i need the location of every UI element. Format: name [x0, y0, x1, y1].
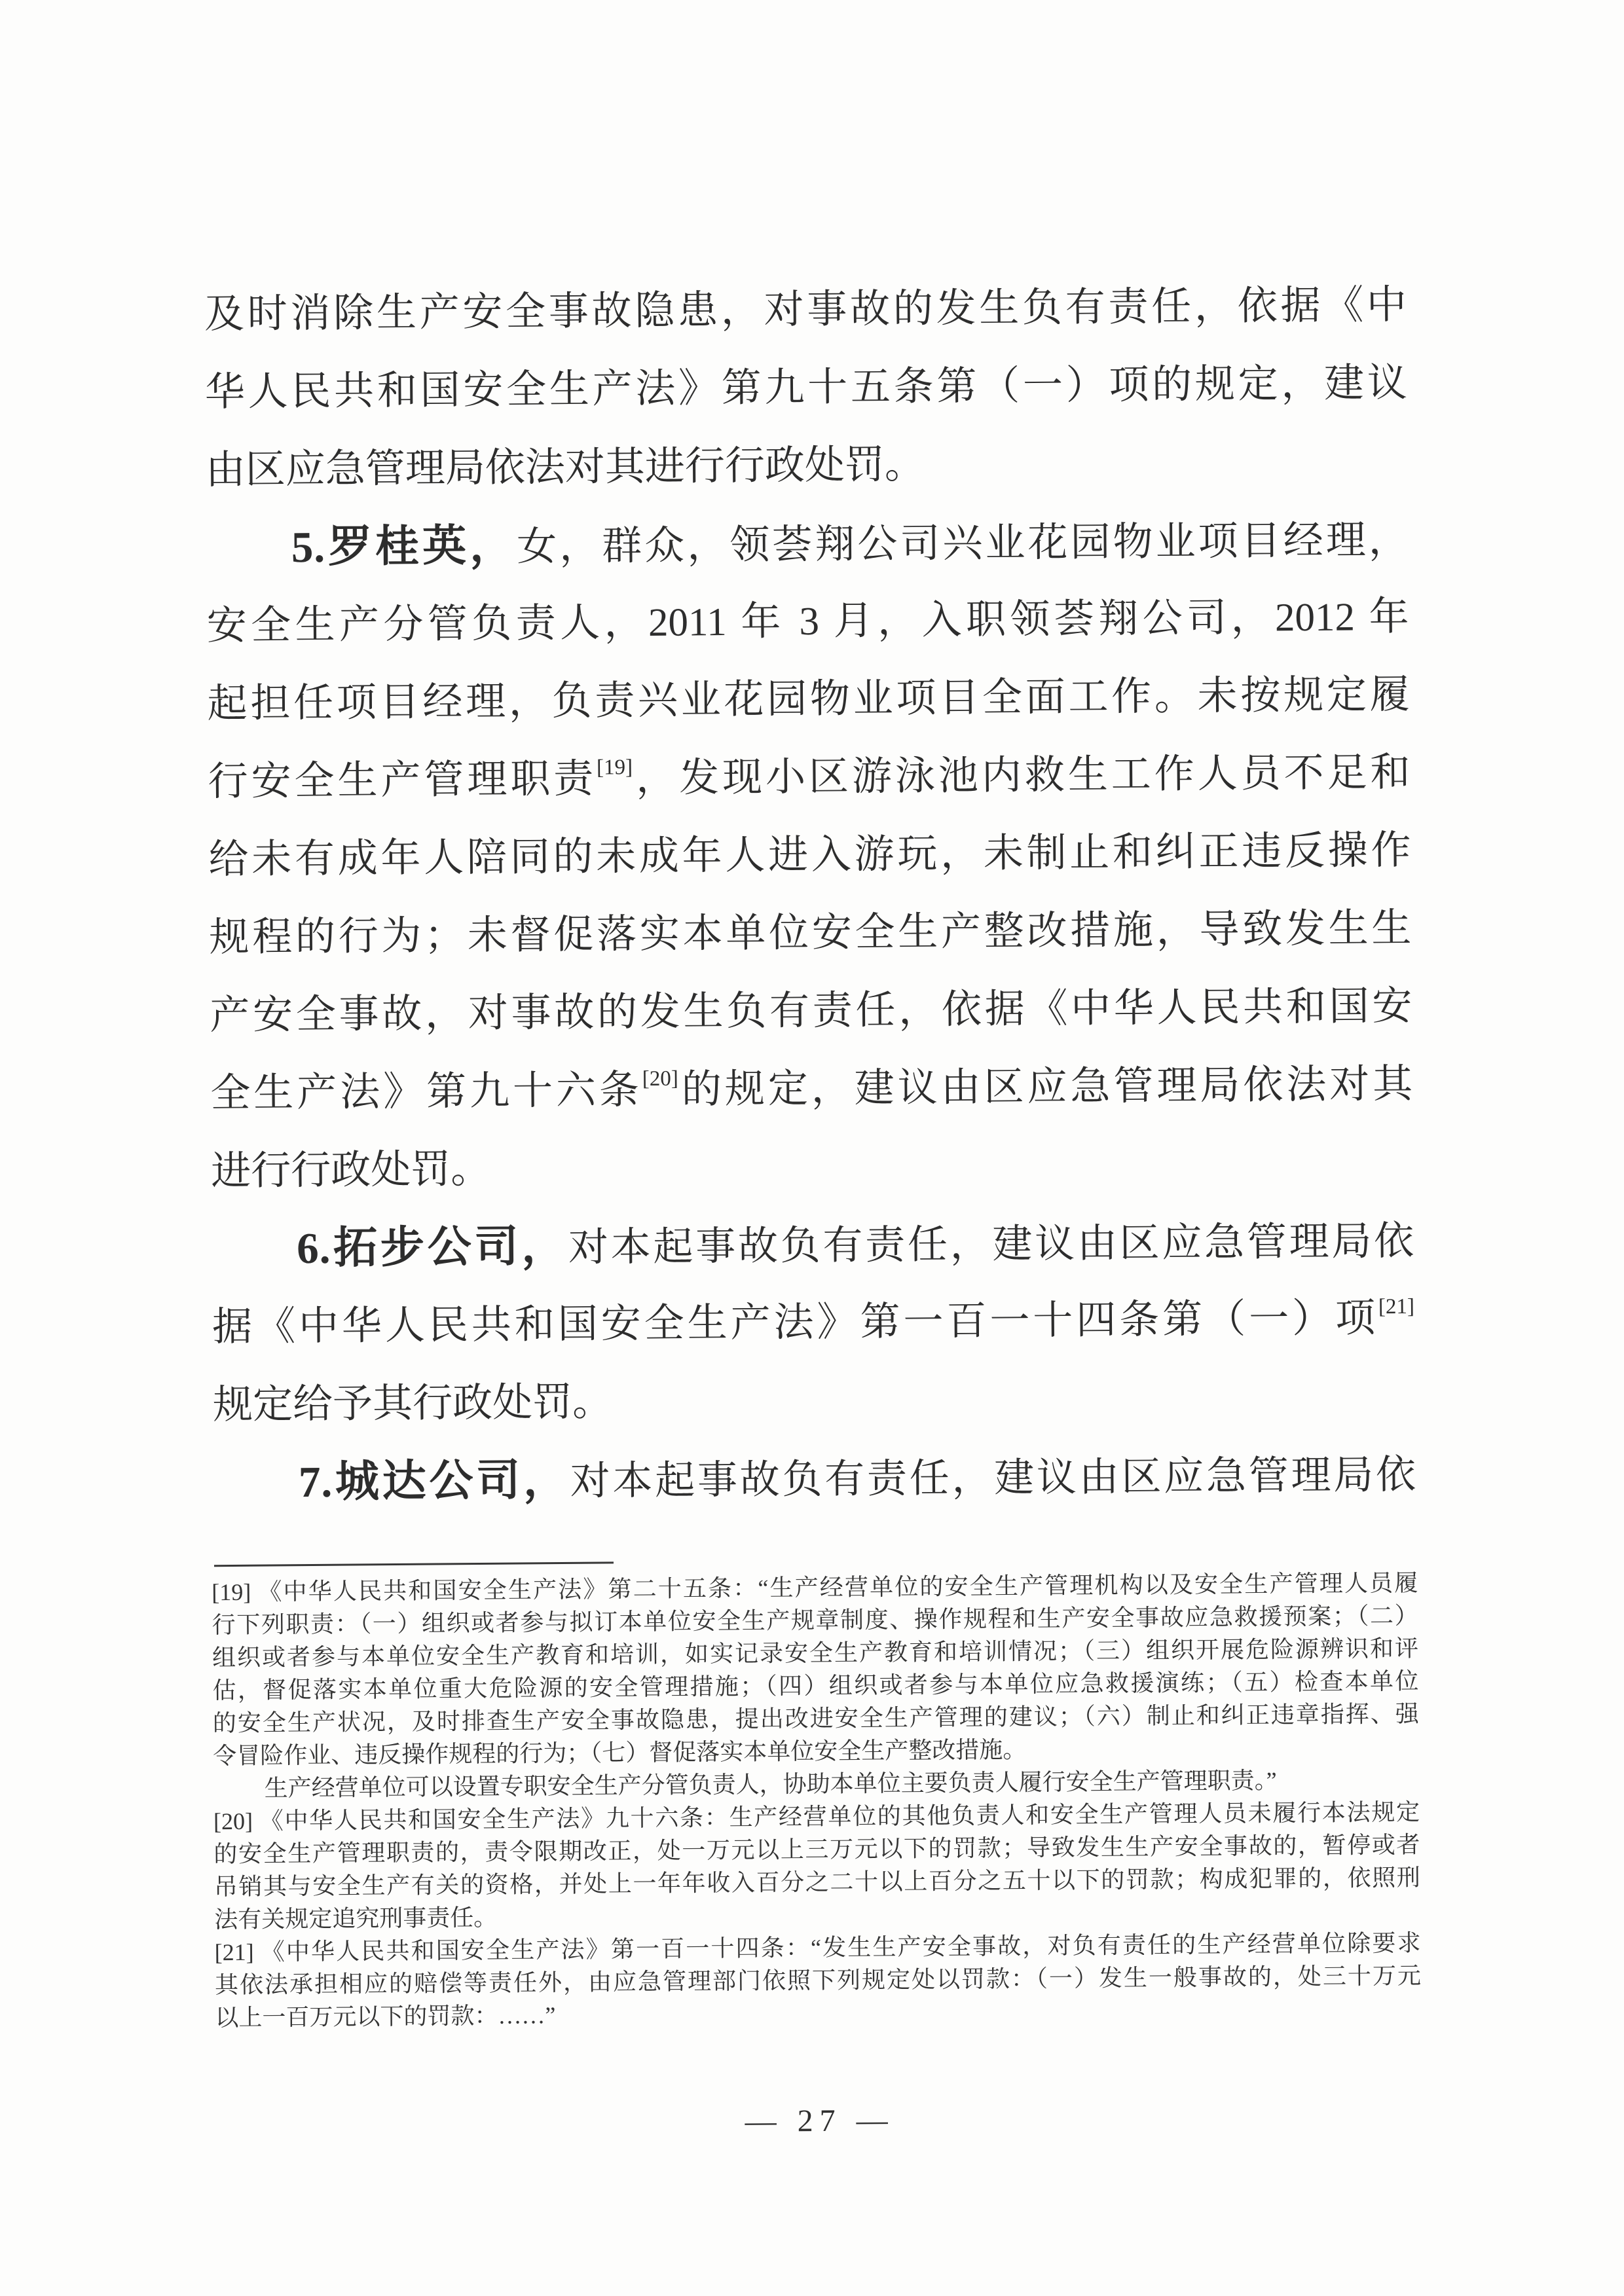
text-run: [19] 《中华人民共和国安全生产法》第二十五条：“生产经营单位的安全生产管理机构以及安全生产管理人员履 [212, 1569, 1418, 1606]
text-run: [20] 《中华人民共和国安全生产法》九十六条：生产经营单位的其他负责人和安全生产管理人员未履行本法规定 [213, 1798, 1420, 1835]
body-line [212, 1279, 1415, 1366]
text-run: 规定给予其行政处罚。 [212, 1380, 613, 1428]
footnote-ref: [21] [1378, 1294, 1415, 1319]
body-line [210, 1046, 1413, 1133]
text-run: 女，群众，领荟翔公司兴业花园物业项目经理， [516, 518, 1409, 570]
text-run: 吊销其与安全生产有关的资格，并处上一年年收入百分之二十以上百分之五十以下的罚款；构成犯罪的，依照刑 [213, 1864, 1420, 1901]
responsible-party-name: 7.城达公司， [298, 1455, 571, 1507]
body-line [205, 422, 1408, 509]
body-line [211, 1123, 1414, 1211]
text-run: 华人民共和国安全生产法》第九十五条第（一）项的规定，建议 [204, 361, 1408, 415]
text-run: 的安全生产管理职责的，责令限期改正，处一万元以上三万元以下的罚款；导致发生生产安全事故的，暂停或者 [213, 1831, 1420, 1868]
text-run: 的规定，建议由区应急管理局依法对其 [678, 1062, 1413, 1112]
text-run: 行下列职责：（一）组织或者参与拟订本单位安全生产规章制度、操作规程和生产安全事故应急救援预案；（二） [212, 1602, 1418, 1639]
footnotes [212, 1567, 1421, 2034]
text-run: 及时消除生产安全事故隐患，对事故的发生负有责任，依据《中 [204, 283, 1407, 337]
text-run: 进行行政处罚。 [210, 1147, 491, 1194]
text-run: 生产经营单位可以设置专职安全生产分管负责人，协助本单位主要负责人履行安全生产管理职责。” [264, 1767, 1277, 1802]
text-run: 的安全生产状况，及时排查生产安全事故隐患，提出改进安全生产管理的建议；（六）制止和纠正违章指挥、强 [212, 1700, 1419, 1737]
text-run: 行安全生产管理职责 [208, 757, 597, 805]
body-line [204, 344, 1407, 431]
footnote-ref: [19] [596, 756, 633, 780]
text-run: [21] 《中华人民共和国安全生产法》第一百一十四条：“发生生产安全事故，对负有责任的生产经营单位除要求 [214, 1929, 1421, 1966]
footnote-ref: [20] [642, 1066, 678, 1091]
body-line [204, 266, 1407, 354]
body-line [212, 1201, 1414, 1288]
body-line [209, 890, 1412, 977]
responsible-party-name: 5.罗桂英， [291, 521, 517, 572]
text-run: 组织或者参与本单位安全生产教育和培训，如实记录安全生产教育和培训情况；（三）组织开展危险源辨识和评 [212, 1635, 1419, 1671]
body-line [207, 656, 1410, 743]
text-run: 估，督促落实本单位重大危险源的安全管理措施；（四）组织或者参与本单位应急救援演练；（五）检查本单位 [212, 1667, 1419, 1704]
body-line [213, 1357, 1416, 1444]
text-run: 产安全事故，对事故的发生负有责任，依据《中华人民共和国安 [210, 984, 1412, 1038]
text-run: 其依法承担相应的赔偿等责任外，由应急管理部门依照下列规定处以罚款：（一）发生一般事故的，处三十万元 [214, 1962, 1422, 1999]
page-number: — 27 — [745, 2103, 895, 2139]
text-run: 全生产法》第九十六条 [210, 1068, 643, 1116]
footnote-divider [214, 1561, 614, 1567]
text-run: 法有关规定追究刑事责任。 [214, 1904, 498, 1933]
text-run: 以上一百万元以下的罚款：……” [215, 2002, 556, 2032]
text-run: 安全生产分管负责人，2011 年 3 月，入职领荟翔公司，2012 年 [206, 594, 1409, 649]
body-line [210, 968, 1412, 1055]
text-run: 令冒险作业、违反操作规程的行为；（七）督促落实本单位安全生产整改措施。 [213, 1736, 1027, 1770]
text-run: 规程的行为；未督促落实本单位安全生产整改措施，导致发生生 [209, 906, 1412, 960]
document-body [204, 266, 1416, 1522]
body-line [213, 1435, 1416, 1522]
body-line [208, 734, 1411, 821]
text-run: 据《中华人民共和国安全生产法》第一百一十四条第（一）项 [212, 1296, 1379, 1350]
body-line [206, 578, 1409, 665]
text-run: 对本起事故负有责任，建议由区应急管理局依 [568, 1219, 1414, 1270]
text-run: 对本起事故负有责任，建议由区应急管理局依 [570, 1453, 1416, 1504]
body-line [208, 812, 1411, 899]
text-run: 起担任项目经理，负责兴业花园物业项目全面工作。未按规定履 [207, 672, 1410, 727]
responsible-party-name: 6.拓步公司， [296, 1222, 569, 1273]
text-run: ，发现小区游泳池内救生工作人员不足和 [632, 750, 1411, 801]
text-run: 由区应急管理局依法对其进行行政处罚。 [205, 443, 925, 493]
text-run: 给未有成年人陪同的未成年人进入游玩，未制止和纠正违反操作 [208, 828, 1411, 883]
body-line [206, 500, 1409, 587]
